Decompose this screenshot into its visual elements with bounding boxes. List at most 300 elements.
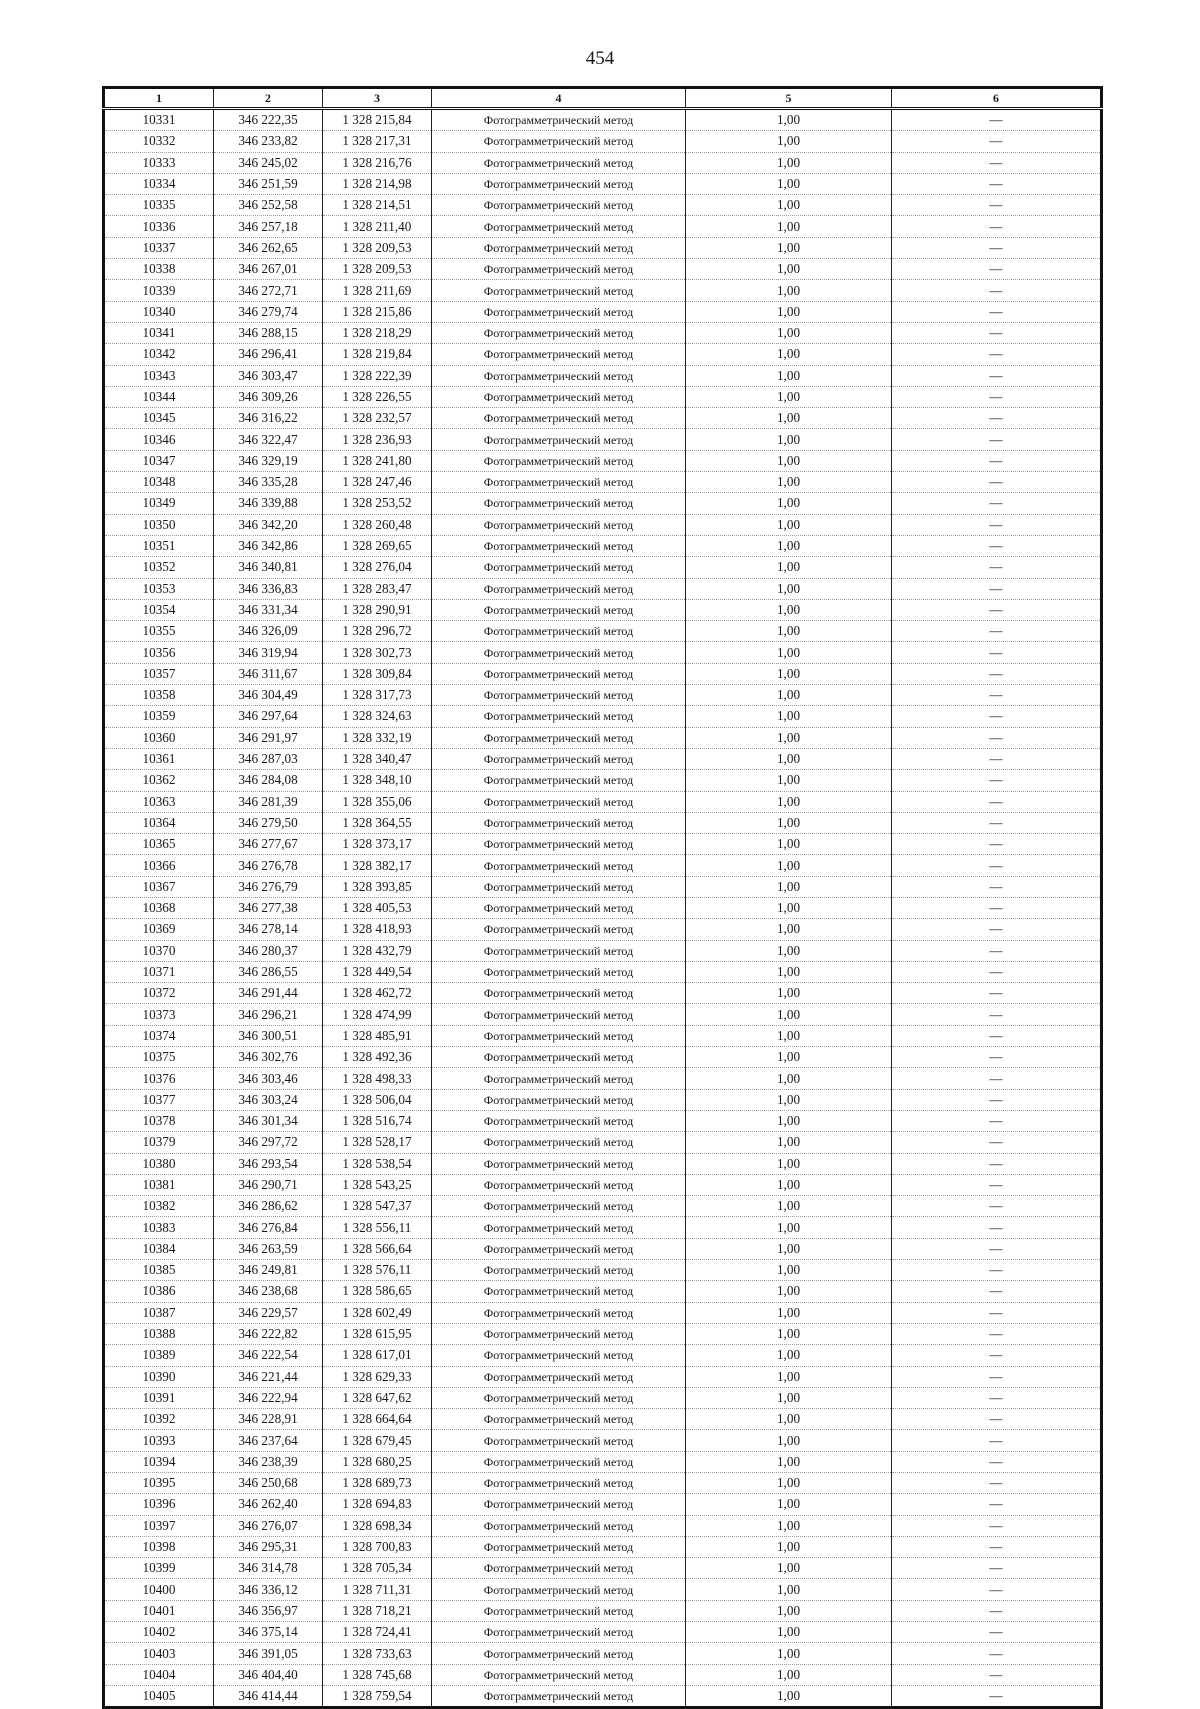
column-header-3: 3: [323, 88, 432, 109]
x-coordinate-cell: 346 249,81: [214, 1260, 323, 1281]
description-cell: —: [892, 1685, 1102, 1707]
y-coordinate-cell: 1 328 432,79: [323, 940, 432, 961]
description-cell: —: [892, 961, 1102, 982]
x-coordinate-cell: 346 222,54: [214, 1345, 323, 1366]
table-row: [104, 834, 1102, 855]
x-coordinate-cell: 346 316,22: [214, 408, 323, 429]
point-number-cell: 10403: [104, 1643, 214, 1664]
description-cell: —: [892, 855, 1102, 876]
method-cell: Фотограмметрический метод: [432, 493, 686, 514]
method-cell: Фотограмметрический метод: [432, 109, 686, 131]
point-number-cell: 10396: [104, 1494, 214, 1515]
accuracy-cell: 1,00: [686, 173, 892, 194]
point-number-cell: 10360: [104, 727, 214, 748]
point-number-cell: 10402: [104, 1622, 214, 1643]
method-cell: Фотограмметрический метод: [432, 1600, 686, 1621]
method-cell: Фотограмметрический метод: [432, 1068, 686, 1089]
table-row: [104, 259, 1102, 280]
method-cell: Фотограмметрический метод: [432, 1281, 686, 1302]
point-number-cell: 10331: [104, 109, 214, 131]
x-coordinate-cell: 346 295,31: [214, 1536, 323, 1557]
y-coordinate-cell: 1 328 498,33: [323, 1068, 432, 1089]
table-row: [104, 983, 1102, 1004]
description-cell: —: [892, 109, 1102, 131]
table-row: [104, 152, 1102, 173]
y-coordinate-cell: 1 328 449,54: [323, 961, 432, 982]
method-cell: Фотограмметрический метод: [432, 301, 686, 322]
method-cell: Фотограмметрический метод: [432, 429, 686, 450]
method-cell: Фотограмметрический метод: [432, 1536, 686, 1557]
method-cell: Фотограмметрический метод: [432, 599, 686, 620]
point-number-cell: 10367: [104, 876, 214, 897]
y-coordinate-cell: 1 328 664,64: [323, 1409, 432, 1430]
point-number-cell: 10404: [104, 1664, 214, 1685]
y-coordinate-cell: 1 328 236,93: [323, 429, 432, 450]
method-cell: Фотограмметрический метод: [432, 1451, 686, 1472]
x-coordinate-cell: 346 304,49: [214, 685, 323, 706]
accuracy-cell: 1,00: [686, 855, 892, 876]
point-number-cell: 10349: [104, 493, 214, 514]
method-cell: Фотограмметрический метод: [432, 1387, 686, 1408]
method-cell: Фотограмметрический метод: [432, 897, 686, 918]
description-cell: —: [892, 408, 1102, 429]
accuracy-cell: 1,00: [686, 450, 892, 471]
method-cell: Фотограмметрический метод: [432, 1004, 686, 1025]
point-number-cell: 10370: [104, 940, 214, 961]
description-cell: —: [892, 642, 1102, 663]
description-cell: —: [892, 1153, 1102, 1174]
table-row: [104, 1515, 1102, 1536]
x-coordinate-cell: 346 296,21: [214, 1004, 323, 1025]
description-cell: —: [892, 259, 1102, 280]
method-cell: Фотограмметрический метод: [432, 216, 686, 237]
point-number-cell: 10342: [104, 344, 214, 365]
accuracy-cell: 1,00: [686, 1558, 892, 1579]
table-row: [104, 706, 1102, 727]
point-number-cell: 10362: [104, 770, 214, 791]
point-number-cell: 10397: [104, 1515, 214, 1536]
table-row: [104, 897, 1102, 918]
table-row: [104, 1281, 1102, 1302]
x-coordinate-cell: 346 245,02: [214, 152, 323, 173]
y-coordinate-cell: 1 328 211,69: [323, 280, 432, 301]
point-number-cell: 10377: [104, 1089, 214, 1110]
table-row: [104, 514, 1102, 535]
description-cell: —: [892, 1622, 1102, 1643]
method-cell: Фотограмметрический метод: [432, 919, 686, 940]
description-cell: —: [892, 365, 1102, 386]
point-number-cell: 10381: [104, 1174, 214, 1195]
table-body: [104, 109, 1102, 1708]
method-cell: Фотограмметрический метод: [432, 557, 686, 578]
accuracy-cell: 1,00: [686, 663, 892, 684]
point-number-cell: 10359: [104, 706, 214, 727]
description-cell: —: [892, 748, 1102, 769]
table-row: [104, 195, 1102, 216]
table-row: [104, 812, 1102, 833]
point-number-cell: 10343: [104, 365, 214, 386]
point-number-cell: 10358: [104, 685, 214, 706]
description-cell: —: [892, 812, 1102, 833]
point-number-cell: 10356: [104, 642, 214, 663]
point-number-cell: 10347: [104, 450, 214, 471]
method-cell: Фотограмметрический метод: [432, 472, 686, 493]
x-coordinate-cell: 346 309,26: [214, 386, 323, 407]
point-number-cell: 10336: [104, 216, 214, 237]
accuracy-cell: 1,00: [686, 1323, 892, 1344]
y-coordinate-cell: 1 328 462,72: [323, 983, 432, 1004]
description-cell: —: [892, 1004, 1102, 1025]
y-coordinate-cell: 1 328 276,04: [323, 557, 432, 578]
table-row: [104, 173, 1102, 194]
description-cell: —: [892, 1047, 1102, 1068]
accuracy-cell: 1,00: [686, 1451, 892, 1472]
point-number-cell: 10355: [104, 621, 214, 642]
description-cell: —: [892, 1643, 1102, 1664]
column-header-4: 4: [432, 88, 686, 109]
accuracy-cell: 1,00: [686, 1473, 892, 1494]
point-number-cell: 10380: [104, 1153, 214, 1174]
accuracy-cell: 1,00: [686, 1536, 892, 1557]
x-coordinate-cell: 346 375,14: [214, 1622, 323, 1643]
table-row: [104, 940, 1102, 961]
x-coordinate-cell: 346 290,71: [214, 1174, 323, 1195]
accuracy-cell: 1,00: [686, 301, 892, 322]
point-number-cell: 10371: [104, 961, 214, 982]
y-coordinate-cell: 1 328 260,48: [323, 514, 432, 535]
accuracy-cell: 1,00: [686, 1494, 892, 1515]
method-cell: Фотограмметрический метод: [432, 770, 686, 791]
table-row: [104, 1089, 1102, 1110]
description-cell: —: [892, 1494, 1102, 1515]
x-coordinate-cell: 346 276,07: [214, 1515, 323, 1536]
point-number-cell: 10363: [104, 791, 214, 812]
accuracy-cell: 1,00: [686, 983, 892, 1004]
description-cell: —: [892, 131, 1102, 152]
x-coordinate-cell: 346 326,09: [214, 621, 323, 642]
x-coordinate-cell: 346 228,91: [214, 1409, 323, 1430]
table-row: [104, 1558, 1102, 1579]
x-coordinate-cell: 346 250,68: [214, 1473, 323, 1494]
y-coordinate-cell: 1 328 214,98: [323, 173, 432, 194]
y-coordinate-cell: 1 328 492,36: [323, 1047, 432, 1068]
table-row: [104, 1366, 1102, 1387]
y-coordinate-cell: 1 328 602,49: [323, 1302, 432, 1323]
method-cell: Фотограмметрический метод: [432, 1196, 686, 1217]
table-row: [104, 1302, 1102, 1323]
description-cell: —: [892, 472, 1102, 493]
accuracy-cell: 1,00: [686, 535, 892, 556]
x-coordinate-cell: 346 336,83: [214, 578, 323, 599]
x-coordinate-cell: 346 336,12: [214, 1579, 323, 1600]
x-coordinate-cell: 346 303,46: [214, 1068, 323, 1089]
point-number-cell: 10390: [104, 1366, 214, 1387]
point-number-cell: 10395: [104, 1473, 214, 1494]
table-row: [104, 365, 1102, 386]
point-number-cell: 10372: [104, 983, 214, 1004]
accuracy-cell: 1,00: [686, 131, 892, 152]
x-coordinate-cell: 346 311,67: [214, 663, 323, 684]
method-cell: Фотограмметрический метод: [432, 450, 686, 471]
y-coordinate-cell: 1 328 680,25: [323, 1451, 432, 1472]
method-cell: Фотограмметрический метод: [432, 1260, 686, 1281]
accuracy-cell: 1,00: [686, 1622, 892, 1643]
method-cell: Фотограмметрический метод: [432, 876, 686, 897]
accuracy-cell: 1,00: [686, 1366, 892, 1387]
x-coordinate-cell: 346 222,94: [214, 1387, 323, 1408]
method-cell: Фотограмметрический метод: [432, 663, 686, 684]
y-coordinate-cell: 1 328 617,01: [323, 1345, 432, 1366]
x-coordinate-cell: 346 276,84: [214, 1217, 323, 1238]
accuracy-cell: 1,00: [686, 514, 892, 535]
table-row: [104, 599, 1102, 620]
method-cell: Фотограмметрический метод: [432, 280, 686, 301]
point-number-cell: 10398: [104, 1536, 214, 1557]
method-cell: Фотограмметрический метод: [432, 195, 686, 216]
description-cell: —: [892, 1515, 1102, 1536]
x-coordinate-cell: 346 303,24: [214, 1089, 323, 1110]
description-cell: —: [892, 1366, 1102, 1387]
table-row: [104, 1004, 1102, 1025]
accuracy-cell: 1,00: [686, 1302, 892, 1323]
accuracy-cell: 1,00: [686, 1047, 892, 1068]
description-cell: —: [892, 1600, 1102, 1621]
y-coordinate-cell: 1 328 269,65: [323, 535, 432, 556]
y-coordinate-cell: 1 328 538,54: [323, 1153, 432, 1174]
y-coordinate-cell: 1 328 382,17: [323, 855, 432, 876]
description-cell: —: [892, 1387, 1102, 1408]
description-cell: —: [892, 1089, 1102, 1110]
x-coordinate-cell: 346 222,82: [214, 1323, 323, 1344]
point-number-cell: 10364: [104, 812, 214, 833]
description-cell: —: [892, 280, 1102, 301]
method-cell: Фотограмметрический метод: [432, 1664, 686, 1685]
point-number-cell: 10391: [104, 1387, 214, 1408]
table-header: [104, 88, 1102, 109]
method-cell: Фотограмметрический метод: [432, 1430, 686, 1451]
accuracy-cell: 1,00: [686, 876, 892, 897]
description-cell: —: [892, 706, 1102, 727]
column-header-2: 2: [214, 88, 323, 109]
x-coordinate-cell: 346 252,58: [214, 195, 323, 216]
x-coordinate-cell: 346 262,65: [214, 237, 323, 258]
method-cell: Фотограмметрический метод: [432, 1558, 686, 1579]
point-number-cell: 10384: [104, 1238, 214, 1259]
description-cell: —: [892, 1217, 1102, 1238]
x-coordinate-cell: 346 262,40: [214, 1494, 323, 1515]
table-row: [104, 663, 1102, 684]
y-coordinate-cell: 1 328 215,84: [323, 109, 432, 131]
point-number-cell: 10366: [104, 855, 214, 876]
method-cell: Фотограмметрический метод: [432, 1579, 686, 1600]
method-cell: Фотограмметрический метод: [432, 1089, 686, 1110]
description-cell: —: [892, 195, 1102, 216]
accuracy-cell: 1,00: [686, 429, 892, 450]
point-number-cell: 10333: [104, 152, 214, 173]
y-coordinate-cell: 1 328 215,86: [323, 301, 432, 322]
y-coordinate-cell: 1 328 216,76: [323, 152, 432, 173]
table-row: [104, 408, 1102, 429]
point-number-cell: 10335: [104, 195, 214, 216]
method-cell: Фотограмметрический метод: [432, 1409, 686, 1430]
method-cell: Фотограмметрический метод: [432, 237, 686, 258]
table-row: [104, 1153, 1102, 1174]
y-coordinate-cell: 1 328 679,45: [323, 1430, 432, 1451]
accuracy-cell: 1,00: [686, 1515, 892, 1536]
description-cell: —: [892, 940, 1102, 961]
y-coordinate-cell: 1 328 296,72: [323, 621, 432, 642]
method-cell: Фотограмметрический метод: [432, 131, 686, 152]
table-row: [104, 1494, 1102, 1515]
y-coordinate-cell: 1 328 506,04: [323, 1089, 432, 1110]
table-row: [104, 386, 1102, 407]
description-cell: —: [892, 1473, 1102, 1494]
table-row: [104, 131, 1102, 152]
method-cell: Фотограмметрический метод: [432, 834, 686, 855]
method-cell: Фотограмметрический метод: [432, 1323, 686, 1344]
accuracy-cell: 1,00: [686, 748, 892, 769]
accuracy-cell: 1,00: [686, 109, 892, 131]
accuracy-cell: 1,00: [686, 940, 892, 961]
method-cell: Фотограмметрический метод: [432, 578, 686, 599]
table-row: [104, 1260, 1102, 1281]
y-coordinate-cell: 1 328 348,10: [323, 770, 432, 791]
description-cell: —: [892, 1536, 1102, 1557]
point-number-cell: 10345: [104, 408, 214, 429]
accuracy-cell: 1,00: [686, 1579, 892, 1600]
point-number-cell: 10369: [104, 919, 214, 940]
table-row: [104, 855, 1102, 876]
table-row: [104, 472, 1102, 493]
accuracy-cell: 1,00: [686, 919, 892, 940]
x-coordinate-cell: 346 286,55: [214, 961, 323, 982]
x-coordinate-cell: 346 279,50: [214, 812, 323, 833]
table-row: [104, 429, 1102, 450]
accuracy-cell: 1,00: [686, 1132, 892, 1153]
x-coordinate-cell: 346 293,54: [214, 1153, 323, 1174]
description-cell: —: [892, 216, 1102, 237]
description-cell: —: [892, 1558, 1102, 1579]
accuracy-cell: 1,00: [686, 1281, 892, 1302]
x-coordinate-cell: 346 297,72: [214, 1132, 323, 1153]
y-coordinate-cell: 1 328 253,52: [323, 493, 432, 514]
y-coordinate-cell: 1 328 302,73: [323, 642, 432, 663]
method-cell: Фотограмметрический метод: [432, 1366, 686, 1387]
x-coordinate-cell: 346 286,62: [214, 1196, 323, 1217]
description-cell: —: [892, 1174, 1102, 1195]
y-coordinate-cell: 1 328 705,34: [323, 1558, 432, 1579]
table-row: [104, 876, 1102, 897]
method-cell: Фотограмметрический метод: [432, 1345, 686, 1366]
x-coordinate-cell: 346 303,47: [214, 365, 323, 386]
description-cell: —: [892, 663, 1102, 684]
point-number-cell: 10375: [104, 1047, 214, 1068]
accuracy-cell: 1,00: [686, 1004, 892, 1025]
method-cell: Фотограмметрический метод: [432, 621, 686, 642]
point-number-cell: 10382: [104, 1196, 214, 1217]
point-number-cell: 10351: [104, 535, 214, 556]
accuracy-cell: 1,00: [686, 599, 892, 620]
table-row: [104, 1345, 1102, 1366]
x-coordinate-cell: 346 279,74: [214, 301, 323, 322]
accuracy-cell: 1,00: [686, 1025, 892, 1046]
x-coordinate-cell: 346 322,47: [214, 429, 323, 450]
description-cell: —: [892, 919, 1102, 940]
point-number-cell: 10332: [104, 131, 214, 152]
accuracy-cell: 1,00: [686, 1600, 892, 1621]
point-number-cell: 10394: [104, 1451, 214, 1472]
y-coordinate-cell: 1 328 290,91: [323, 599, 432, 620]
table-row: [104, 748, 1102, 769]
point-number-cell: 10383: [104, 1217, 214, 1238]
x-coordinate-cell: 346 414,44: [214, 1685, 323, 1707]
description-cell: —: [892, 1260, 1102, 1281]
table-row: [104, 1409, 1102, 1430]
accuracy-cell: 1,00: [686, 1430, 892, 1451]
method-cell: Фотограмметрический метод: [432, 1622, 686, 1643]
column-header-6: 6: [892, 88, 1102, 109]
point-number-cell: 10389: [104, 1345, 214, 1366]
description-cell: —: [892, 1281, 1102, 1302]
table-row: [104, 322, 1102, 343]
point-number-cell: 10352: [104, 557, 214, 578]
accuracy-cell: 1,00: [686, 386, 892, 407]
table-row: [104, 1451, 1102, 1472]
table-row: [104, 237, 1102, 258]
description-cell: —: [892, 535, 1102, 556]
x-coordinate-cell: 346 319,94: [214, 642, 323, 663]
accuracy-cell: 1,00: [686, 259, 892, 280]
x-coordinate-cell: 346 297,64: [214, 706, 323, 727]
description-cell: —: [892, 322, 1102, 343]
x-coordinate-cell: 346 229,57: [214, 1302, 323, 1323]
point-number-cell: 10365: [104, 834, 214, 855]
table-row: [104, 535, 1102, 556]
accuracy-cell: 1,00: [686, 152, 892, 173]
description-cell: —: [892, 1196, 1102, 1217]
accuracy-cell: 1,00: [686, 1664, 892, 1685]
x-coordinate-cell: 346 278,14: [214, 919, 323, 940]
description-cell: —: [892, 557, 1102, 578]
accuracy-cell: 1,00: [686, 1174, 892, 1195]
table-row: [104, 1174, 1102, 1195]
y-coordinate-cell: 1 328 528,17: [323, 1132, 432, 1153]
method-cell: Фотограмметрический метод: [432, 344, 686, 365]
point-number-cell: 10350: [104, 514, 214, 535]
y-coordinate-cell: 1 328 373,17: [323, 834, 432, 855]
x-coordinate-cell: 346 280,37: [214, 940, 323, 961]
point-number-cell: 10348: [104, 472, 214, 493]
point-number-cell: 10376: [104, 1068, 214, 1089]
description-cell: —: [892, 791, 1102, 812]
table-row: [104, 1536, 1102, 1557]
point-number-cell: 10353: [104, 578, 214, 599]
description-cell: —: [892, 1323, 1102, 1344]
accuracy-cell: 1,00: [686, 365, 892, 386]
y-coordinate-cell: 1 328 615,95: [323, 1323, 432, 1344]
table-row: [104, 791, 1102, 812]
accuracy-cell: 1,00: [686, 408, 892, 429]
method-cell: Фотограмметрический метод: [432, 1685, 686, 1707]
point-number-cell: 10405: [104, 1685, 214, 1707]
x-coordinate-cell: 346 257,18: [214, 216, 323, 237]
method-cell: Фотограмметрический метод: [432, 812, 686, 833]
description-cell: —: [892, 876, 1102, 897]
description-cell: —: [892, 1238, 1102, 1259]
accuracy-cell: 1,00: [686, 1387, 892, 1408]
y-coordinate-cell: 1 328 226,55: [323, 386, 432, 407]
method-cell: Фотограмметрический метод: [432, 1132, 686, 1153]
